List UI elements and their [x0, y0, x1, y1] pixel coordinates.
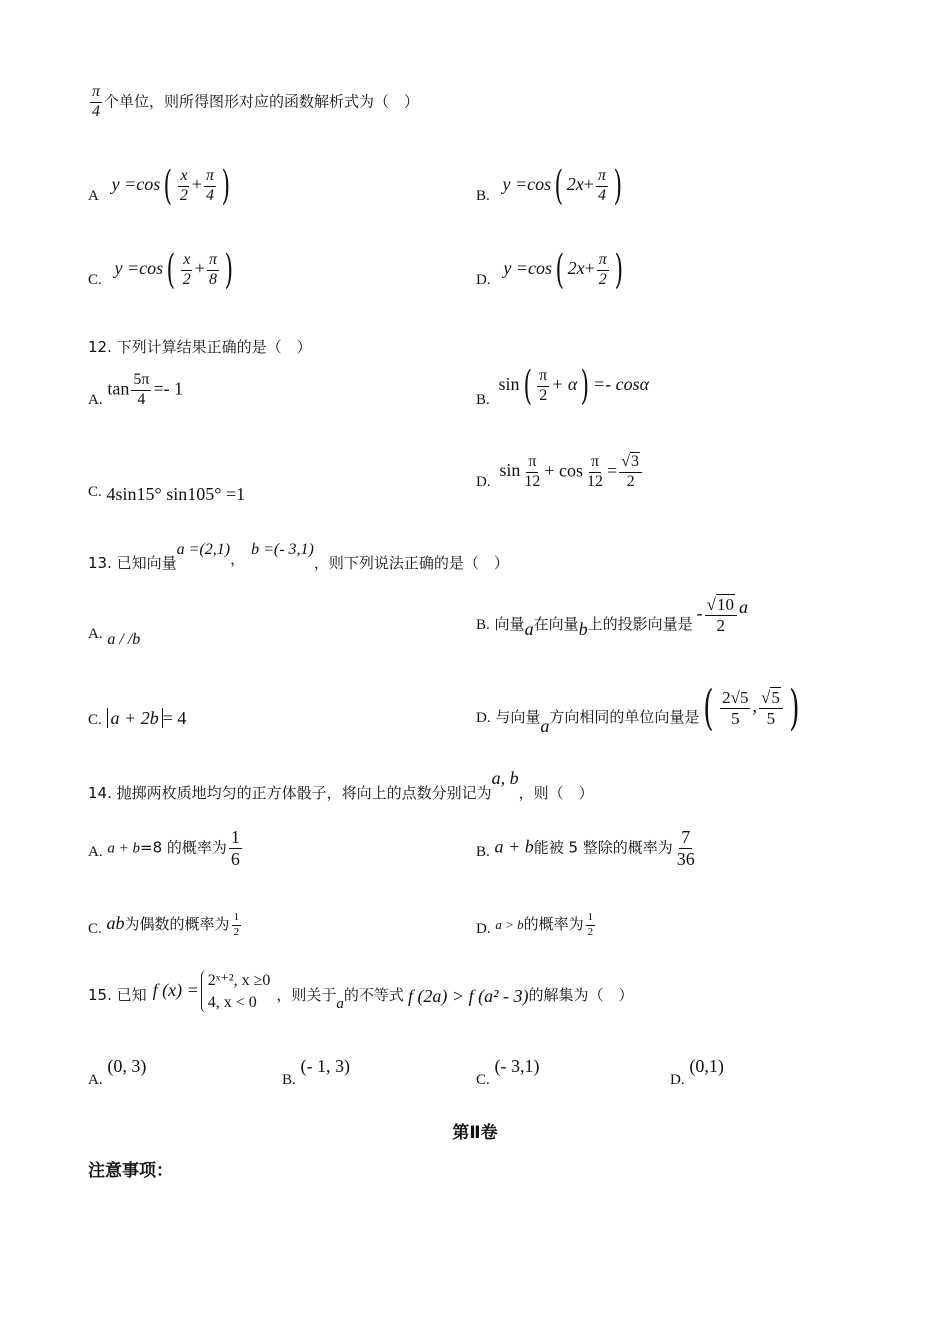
q12-option-d: D. sin $\frac{\pi}{12}$ + cos $\frac{\pi}{12}$ = $\frac{√3}{2}$ — [476, 454, 644, 491]
q13-option-c: C. a + 2b = 4 — [88, 708, 187, 728]
q11-option-b: B. y =cos( 2x+ $\frac{\pi}{4}$ ) — [476, 163, 623, 209]
q15-stem: 15. 已知 f (x) = 2ˣ⁺², x ≥0 4, x < 0 ，则关于a的不等式 f (2a) > f (a² - 3)的解集为（ ） — [88, 972, 634, 1012]
q13-option-a: A. a / /b — [88, 626, 141, 648]
notice-heading: 注意事项： — [88, 1161, 173, 1181]
q14-stem: 14. 抛掷两枚质地均匀的正方体骰子，将向上的点数分别记为a, b，则（ ） — [88, 768, 594, 802]
q11-option-a: A y =cos( $\frac{x}{2}$ + $\frac{\pi}{4}$ ) — [88, 163, 231, 209]
q15-piecewise: 2ˣ⁺², x ≥0 4, x < 0 — [201, 970, 271, 1013]
q13-stem: 13. 已知向量a =(2,1)，b =(- 3,1)，则下列说法正确的是（ ） — [88, 541, 509, 572]
q11-intro: $\frac{\pi}{4}$ 个单位，则所得图形对应的函数解析式为（ ） — [92, 83, 420, 120]
q15-option-a: A. (0, 3) — [88, 1056, 147, 1088]
q12-option-b: B. sin( $\frac{\pi}{2}$ + α) =- cosα — [476, 363, 650, 409]
q15-option-d: D. (0,1) — [670, 1056, 724, 1088]
q13-option-b: B. 向量a在向量b上的投影向量是- $\frac{√10}{2}$ a — [476, 595, 748, 640]
q15-option-b: B. (- 1, 3) — [282, 1056, 351, 1088]
q12-option-c: C. 4sin15° sin105° =1 — [88, 484, 246, 504]
q14-option-b: B. a + b能被 5 整除的概率为 $\frac{7}{36}$ — [476, 827, 695, 869]
q15-option-c: C. (- 3,1) — [476, 1056, 540, 1088]
section-title: 第Ⅱ卷 — [452, 1123, 498, 1143]
q11-option-c: C. y =cos( $\frac{x}{2}$ + $\frac{\pi}{8}$ ) — [88, 247, 234, 293]
q14-option-d: D. a > b的概率为 $\frac{1}{2}$ — [476, 911, 594, 938]
q11-option-d: D. y =cos( 2x+ $\frac{\pi}{2}$ ) — [476, 247, 623, 293]
q12-option-a: A. tan $\frac{5\pi}{4}$ =- 1 — [88, 371, 184, 409]
q14-option-c: C. ab为偶数的概率为 $\frac{1}{2}$ — [88, 911, 240, 938]
q14-option-a: A. a + b=8 的概率为 $\frac{1}{6}$ — [88, 827, 240, 869]
q13-option-d: D. 与向量a方向相同的单位向量是( $\frac{2√5}{5}$ , $\frac{√5}{5}$ ) — [476, 680, 800, 736]
q12-stem: 12. 下列计算结果正确的是（ ） — [88, 338, 312, 356]
